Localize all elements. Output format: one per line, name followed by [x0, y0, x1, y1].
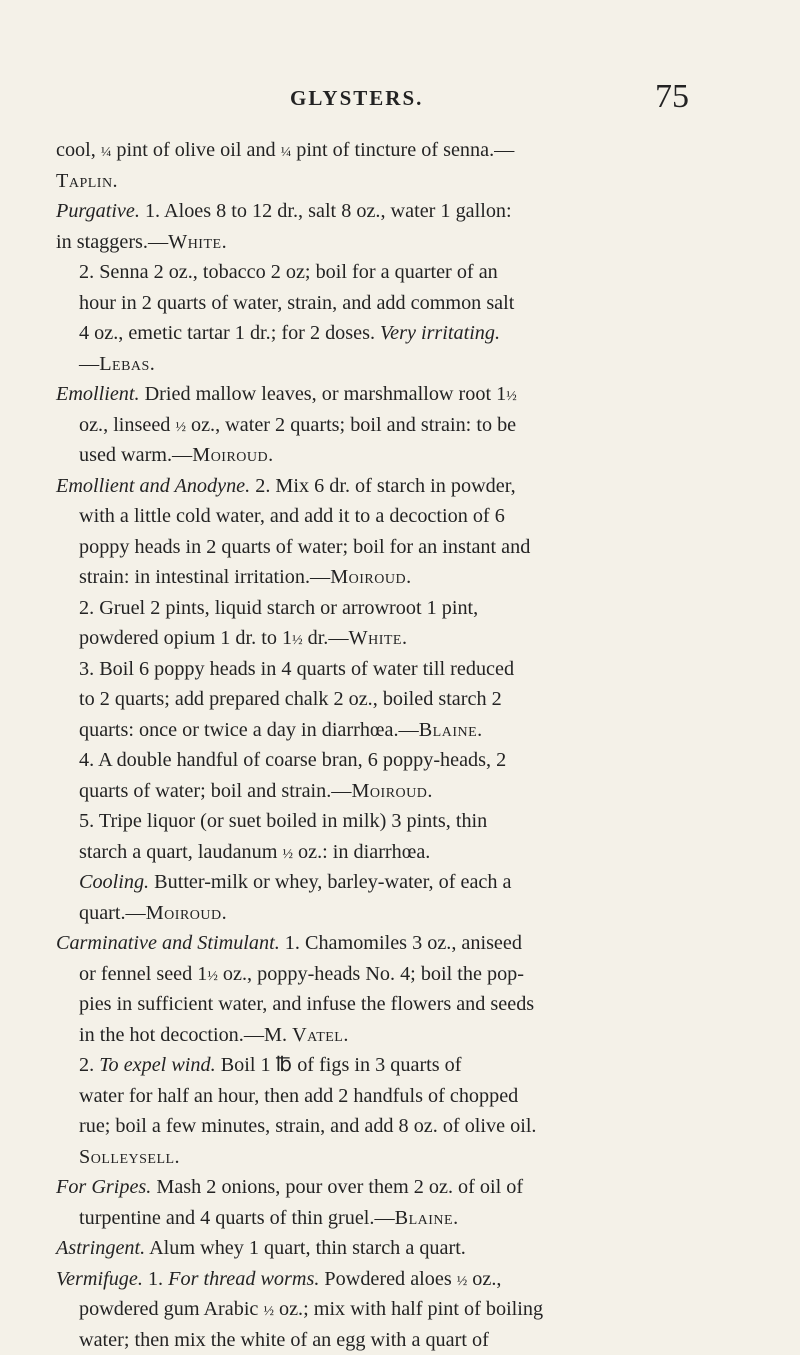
- text-run: with a little cold water, and add it to a decoction of 6: [79, 505, 505, 527]
- text-line: [56, 440, 706, 471]
- text-run: oz.: in diarrhœa.: [293, 841, 430, 863]
- text-line: [56, 654, 706, 685]
- author-credit: Lebas.: [99, 353, 155, 375]
- text-run: Dried mallow leaves, or marshmallow root 1: [140, 383, 507, 405]
- text-run: Boil 1 ℔ of figs in 3 quarts of: [216, 1054, 462, 1076]
- text-run: poppy heads in 2 quarts of water; boil for an instant and: [79, 536, 530, 558]
- italic-heading: Cooling.: [79, 871, 149, 893]
- text-line: [56, 623, 706, 654]
- text-run: oz.,: [467, 1268, 501, 1290]
- text-line: [56, 928, 706, 959]
- text-run: water for half an hour, then add 2 handfuls of chopped: [79, 1085, 518, 1107]
- text-run: strain: in intestinal irritation.—: [79, 566, 330, 588]
- text-line: [56, 867, 706, 898]
- text-line: [56, 1264, 706, 1295]
- text-line: [56, 501, 706, 532]
- text-line: [56, 989, 706, 1020]
- text-run: powdered gum Arabic: [79, 1298, 263, 1320]
- text-run: water; then mix the white of an egg with a quart of: [79, 1329, 489, 1351]
- text-line: [56, 959, 706, 990]
- italic-heading: Purgative.: [56, 200, 140, 222]
- text-line: [56, 776, 706, 807]
- text-line: [56, 349, 706, 380]
- text-run: oz., poppy-heads No. 4; boil the pop-: [218, 963, 524, 985]
- author-credit: Moiroud.: [351, 780, 432, 802]
- text-run: 5. Tripe liquor (or suet boiled in milk) 3 pints, thin: [79, 810, 487, 832]
- text-line: [56, 379, 706, 410]
- text-line: [56, 1325, 706, 1355]
- author-credit: White.: [349, 627, 408, 649]
- text-run: Alum whey 1 quart, thin starch a quart.: [145, 1237, 466, 1259]
- text-line: [56, 1233, 706, 1264]
- fraction: ½: [457, 1274, 468, 1289]
- author-credit: Moiroud.: [146, 902, 227, 924]
- text-line: [56, 135, 706, 166]
- text-line: [56, 1142, 706, 1173]
- italic-heading: Emollient.: [56, 383, 140, 405]
- italic-heading: For thread worms.: [168, 1268, 319, 1290]
- text-line: [56, 166, 706, 197]
- text-line: [56, 806, 706, 837]
- italic-heading: Emollient and Anodyne.: [56, 475, 250, 497]
- text-run: 2.: [79, 1054, 99, 1076]
- text-run: oz.; mix with half pint of boiling: [274, 1298, 543, 1320]
- fraction: ½: [207, 969, 218, 984]
- running-head-title: GLYSTERS.: [290, 86, 423, 111]
- text-line: [56, 1111, 706, 1142]
- text-line: [56, 410, 706, 441]
- text-run: 1.: [143, 1268, 168, 1290]
- italic-heading: Very irritating.: [380, 322, 500, 344]
- text-line: [56, 196, 706, 227]
- text-line: [56, 288, 706, 319]
- text-run: 1. Chamomiles 3 oz., aniseed: [280, 932, 522, 954]
- body-text: [56, 135, 706, 1355]
- text-run: hour in 2 quarts of water, strain, and add common salt: [79, 292, 514, 314]
- text-run: starch a quart, laudanum: [79, 841, 282, 863]
- author-credit: Moiroud.: [330, 566, 411, 588]
- text-run: 2. Senna 2 oz., tobacco 2 oz; boil for a quarter of an: [79, 261, 498, 283]
- text-run: in staggers.—: [56, 231, 168, 253]
- text-line: [56, 593, 706, 624]
- text-run: quarts of water; boil and strain.—: [79, 780, 351, 802]
- italic-heading: Astringent.: [56, 1237, 145, 1259]
- text-run: Mash 2 onions, pour over them 2 oz. of oil of: [151, 1176, 523, 1198]
- text-line: [56, 318, 706, 349]
- fraction: ½: [175, 420, 186, 435]
- text-line: [56, 1050, 706, 1081]
- text-run: 3. Boil 6 poppy heads in 4 quarts of water till reduced: [79, 658, 514, 680]
- text-run: oz., water 2 quarts; boil and strain: to be: [186, 414, 516, 436]
- text-run: quart.—: [79, 902, 146, 924]
- text-line: [56, 837, 706, 868]
- text-run: Butter-milk or whey, barley-water, of each a: [149, 871, 511, 893]
- text-run: cool,: [56, 139, 101, 161]
- text-run: used warm.—: [79, 444, 192, 466]
- author-credit: Vatel.: [292, 1024, 349, 1046]
- author-credit: Blaine.: [419, 719, 483, 741]
- text-line: [56, 257, 706, 288]
- text-run: powdered opium 1 dr. to 1: [79, 627, 292, 649]
- text-line: [56, 1294, 706, 1325]
- fraction: ¼: [281, 145, 292, 160]
- text-run: or fennel seed 1: [79, 963, 207, 985]
- text-run: 2. Mix 6 dr. of starch in powder,: [250, 475, 516, 497]
- text-line: [56, 227, 706, 258]
- page-number: 75: [655, 78, 689, 116]
- text-line: [56, 1081, 706, 1112]
- text-run: to 2 quarts; add prepared chalk 2 oz., boiled starch 2: [79, 688, 502, 710]
- text-run: turpentine and 4 quarts of thin gruel.—: [79, 1207, 395, 1229]
- text-line: [56, 1020, 706, 1051]
- text-run: pint of tincture of senna.—: [291, 139, 514, 161]
- italic-heading: Vermifuge.: [56, 1268, 143, 1290]
- fraction: ½: [282, 847, 293, 862]
- text-line: [56, 532, 706, 563]
- text-run: —: [79, 353, 99, 375]
- text-run: 4 oz., emetic tartar 1 dr.; for 2 doses.: [79, 322, 380, 344]
- fraction: ½: [292, 633, 303, 648]
- text-line: [56, 745, 706, 776]
- italic-heading: For Gripes.: [56, 1176, 151, 1198]
- text-run: Powdered aloes: [319, 1268, 456, 1290]
- text-run: 2. Gruel 2 pints, liquid starch or arrowroot 1 pint,: [79, 597, 478, 619]
- text-run: 1. Aloes 8 to 12 dr., salt 8 oz., water 1 gallon:: [140, 200, 512, 222]
- text-line: [56, 684, 706, 715]
- italic-heading: Carminative and Stimulant.: [56, 932, 280, 954]
- text-run: dr.—: [303, 627, 349, 649]
- fraction: ½: [506, 389, 517, 404]
- text-line: [56, 1172, 706, 1203]
- text-run: 4. A double handful of coarse bran, 6 poppy-heads, 2: [79, 749, 506, 771]
- text-line: [56, 1203, 706, 1234]
- author-credit: Solleysell.: [79, 1146, 180, 1168]
- fraction: ½: [263, 1304, 274, 1319]
- text-line: [56, 471, 706, 502]
- text-line: [56, 898, 706, 929]
- text-run: in the hot decoction.—M.: [79, 1024, 292, 1046]
- running-head: [0, 78, 800, 128]
- author-credit: Moiroud.: [192, 444, 273, 466]
- text-line: [56, 715, 706, 746]
- author-credit: Taplin.: [56, 170, 118, 192]
- text-run: rue; boil a few minutes, strain, and add 8 oz. of olive oil.: [79, 1115, 536, 1137]
- text-line: [56, 562, 706, 593]
- author-credit: White.: [168, 231, 227, 253]
- text-run: pies in sufficient water, and infuse the flowers and seeds: [79, 993, 534, 1015]
- text-run: pint of olive oil and: [111, 139, 280, 161]
- italic-heading: To expel wind.: [99, 1054, 215, 1076]
- text-run: quarts: once or twice a day in diarrhœa.—: [79, 719, 419, 741]
- author-credit: Blaine.: [395, 1207, 459, 1229]
- fraction: ¼: [101, 145, 112, 160]
- text-run: oz., linseed: [79, 414, 175, 436]
